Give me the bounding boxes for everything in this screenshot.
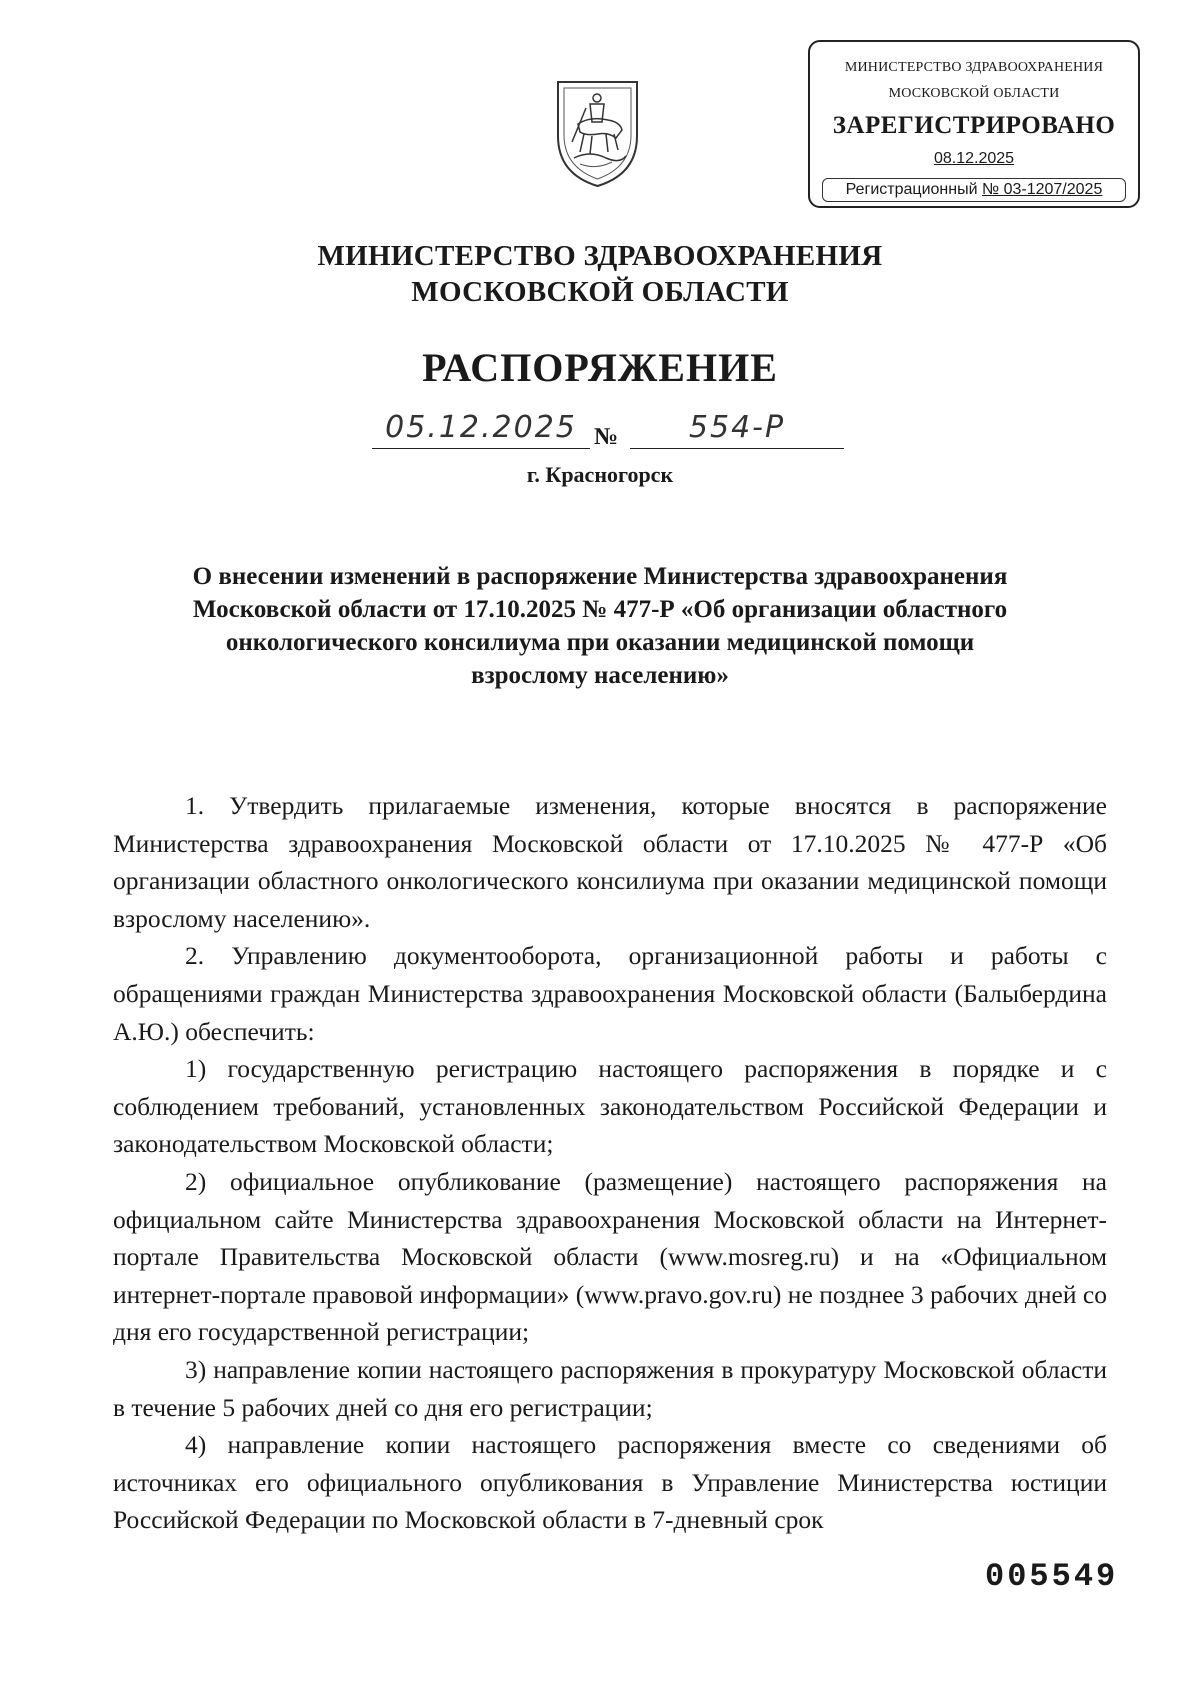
stamp-registration-number — [822, 178, 1126, 202]
document-subject — [130, 560, 1070, 692]
subject-line-4: взрослому населению» — [471, 662, 729, 689]
number-underline — [630, 448, 844, 449]
form-serial-number: 005549 — [985, 1558, 1119, 1595]
paragraph-2-item-1: 1) государственную регистрацию настоящего распоряжения в порядке и с соблюдением требований, установленных законодательством Российской Федерации и законодательством Московской области; — [113, 1054, 1107, 1159]
document-body — [113, 787, 1107, 1539]
stamp-org-line-1: МИНИСТЕРСТВО ЗДРАВООХРАНЕНИЯ — [844, 60, 1104, 75]
stamp-org-line-2: МОСКОВСКОЙ ОБЛАСТИ — [888, 86, 1060, 101]
ministry-name-line-1: МИНИСТЕРСТВО ЗДРАВООХРАНЕНИЯ — [317, 240, 883, 272]
registration-stamp — [808, 40, 1140, 208]
paragraph-2-item-4: 4) направление копии настоящего распоряжения вместе со сведениями об источниках его официального опубликования в Управление Министерства юстиции Российской Федерации по Московской области в 7-дневный срок — [113, 1430, 1107, 1535]
document-type-title: РАСПОРЯЖЕНИЕ — [422, 345, 778, 390]
paragraph-2-item-2: 2) официальное опубликование (размещение) настоящего распоряжения на официальном сайте Министерства здравоохранения Московской области на Интернет-портале Правительства Московской области (www.mosreg.ru) и на «Официальном интернет-портале правовой информации» (www.pravo.gov.ru) не позднее 3 рабочих дней со дня его государственной регистрации; — [113, 1166, 1107, 1347]
date-underline — [372, 448, 590, 449]
handwritten-date: 05.12.2025 — [385, 410, 577, 445]
stamp-date: 08.12.2025 — [933, 150, 1015, 167]
moscow-region-coat-of-arms-icon — [550, 74, 645, 192]
number-sign: № — [594, 424, 619, 450]
paragraph-1: 1. Утвердить прилагаемые изменения, которые вносятся в распоряжение Министерства здравоохранения Московской области от 17.10.2025 № 477-Р «Об организации областного онкологического консилиума при оказании медицинской помощи взрослому населению». — [113, 791, 1107, 933]
paragraph-2-item-3: 3) направление копии настоящего распоряжения в прокуратуру Московской области в течение 5 рабочих дней со дня его регистрации; — [113, 1354, 1107, 1422]
subject-line-2: Московской области от 17.10.2025 № 477-Р «Об организации областного — [192, 596, 1008, 623]
ministry-name-line-2: МОСКОВСКОЙ ОБЛАСТИ — [411, 276, 789, 308]
paragraph-2: 2. Управлению документооборота, организационной работы и работы с обращениями граждан Министерства здравоохранения Московской области (Балыбердина А.Ю.) обеспечить: — [113, 941, 1107, 1046]
stamp-reg-label: Регистрационный — [845, 181, 982, 198]
stamp-reg-number: № 03-1207/2025 — [981, 181, 1103, 198]
city-name: г. Красногорск — [526, 462, 674, 487]
subject-line-3: онкологического консилиума при оказании медицинской помощи — [225, 629, 975, 656]
subject-line-1: О внесении изменений в распоряжение Министерства здравоохранения — [192, 563, 1008, 590]
handwritten-document-number: 554-Р — [688, 410, 786, 445]
stamp-status: ЗАРЕГИСТРИРОВАНО — [832, 112, 1116, 139]
